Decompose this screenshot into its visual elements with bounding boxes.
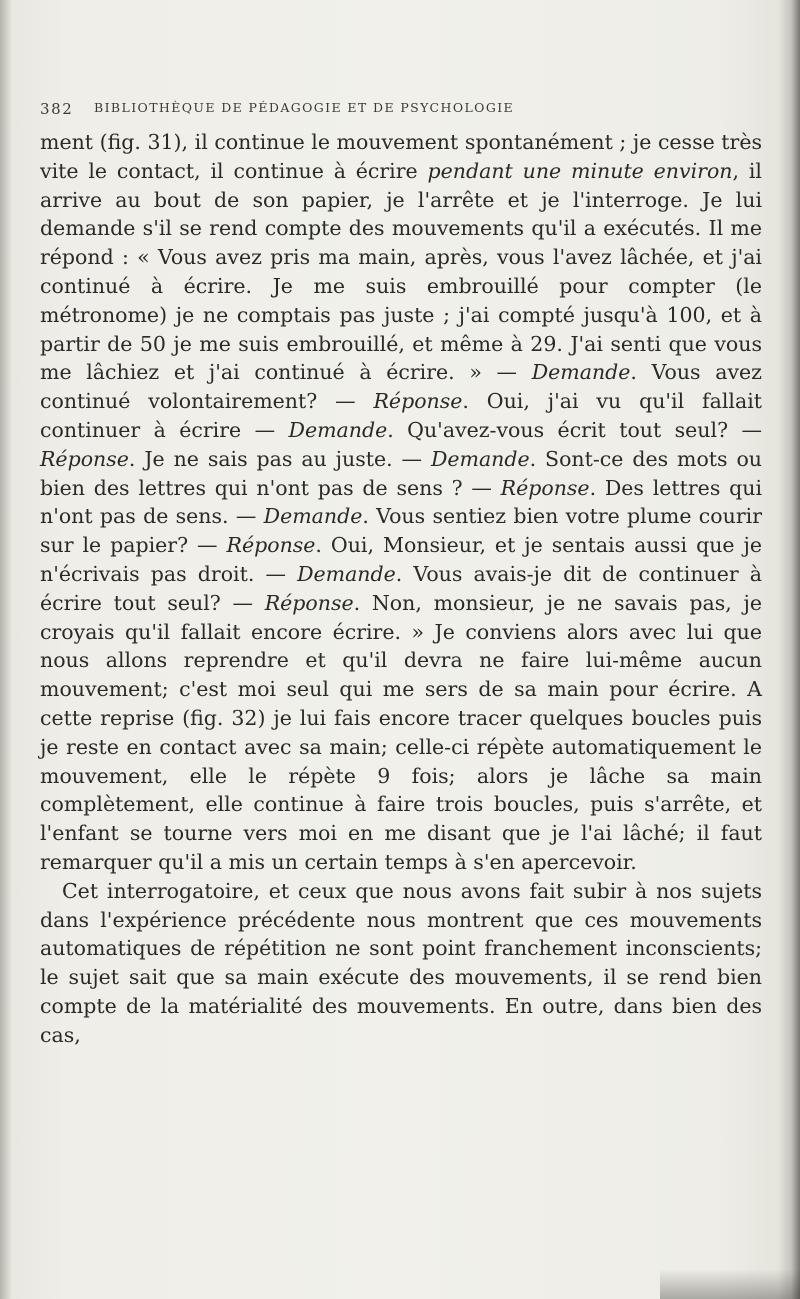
text-run: Cet interrogatoire, et ceux que nous avons fait subir à nos sujets dans l'expérience précédente nous montrent que ces mouvements automatiques de répétition ne sont point franchement inconscients; le sujet sait que sa main exécute des mouvements, il se rend bien compte de la matérialité des mouvements. En outre, dans bien des cas, [40, 878, 762, 1047]
text-run: . Sont-ce des mots ou bien des lettres qui n'ont pas de sens ? — [40, 446, 763, 500]
running-header [40, 100, 760, 122]
italic-run: Demande [531, 360, 631, 385]
italic-run: Réponse [500, 475, 590, 500]
italic-run: Demande [263, 504, 363, 529]
text-run: , il arrive au bout de son papier, je l'arrête et je l'interroge. Je lui demande s'il se rend compte des mouvements qu'il a exécutés. Il me répond : « Vous avez pris ma main, après, vous l'avez lâchée, et j'ai continué à écrire. Je me suis embrouillé pour compter (le métronome) je ne comptais pas juste ; j'ai compté jusqu'à 100, et à partir de 50 je me suis embrouillé, et même à 29. J'ai senti que vous me lâchiez et j'ai continué à écrire. » — [40, 158, 762, 385]
page-number: 382 [40, 100, 74, 118]
paragraph [40, 877, 762, 1050]
italic-run: Réponse [40, 446, 129, 471]
text-run: ment (fig. 31), il continue le mouvement spontanément ; je cesse très vite le contact, il continue à écrire [40, 130, 762, 183]
page-corner-shadow [660, 1269, 800, 1299]
italic-run: Demande [288, 417, 388, 442]
page-edge-shadow [778, 0, 800, 1299]
italic-run: pendant une minute environ [427, 158, 733, 183]
text-run: . Je ne sais pas au juste. — [128, 446, 431, 471]
italic-run: Réponse [264, 590, 354, 615]
italic-run: Réponse [226, 533, 316, 558]
text-run: . Non, monsieur, je ne savais pas, je croyais qu'il fallait encore écrire. » Je conviens alors avec lui que nous allons reprendre et qu'il devra ne faire lui-même aucun mouvement; c'est moi seul qui me sers de sa main pour écrire. A cette reprise (fig. 32) je lui fais encore tracer quelques boucles puis je reste en contact avec sa main; celle-ci répète automatiquement le mouvement, elle le répète 9 fois; alors je lâche sa main complètement, elle continue à faire trois boucles, puis s'arrête, et l'enfant se tourne vers moi en me disant que je l'ai lâché; il faut remarquer qu'il a mis un certain temps à s'en apercevoir. [40, 590, 762, 874]
text-run: . Qu'avez-vous écrit tout seul? — [387, 417, 762, 442]
text-run: . Oui, Monsieur, et je sentais aussi que je n'écrivais pas droit. — [40, 533, 762, 586]
page-gutter-shadow [0, 0, 12, 1299]
text-run: . Vous avez continué volontairement? — [40, 360, 762, 414]
paragraph-continued [40, 128, 762, 877]
italic-run: Réponse [373, 389, 463, 414]
italic-run: Demande [297, 561, 396, 586]
text-run: . Oui, j'ai vu qu'il fallait continuer à écrire — [40, 389, 762, 442]
body-text [40, 128, 762, 1050]
italic-run: Demande [430, 446, 530, 471]
running-title: BIBLIOTHÈQUE DE PÉDAGOGIE ET DE PSYCHOLOGIE [94, 100, 515, 115]
text-run: . Vous sentiez bien votre plume courir sur le papier? — [40, 504, 762, 558]
text-run: . Des lettres qui n'ont pas de sens. — [40, 475, 762, 529]
text-run: . Vous avais-je dit de continuer à écrire tout seul? — [40, 561, 762, 615]
